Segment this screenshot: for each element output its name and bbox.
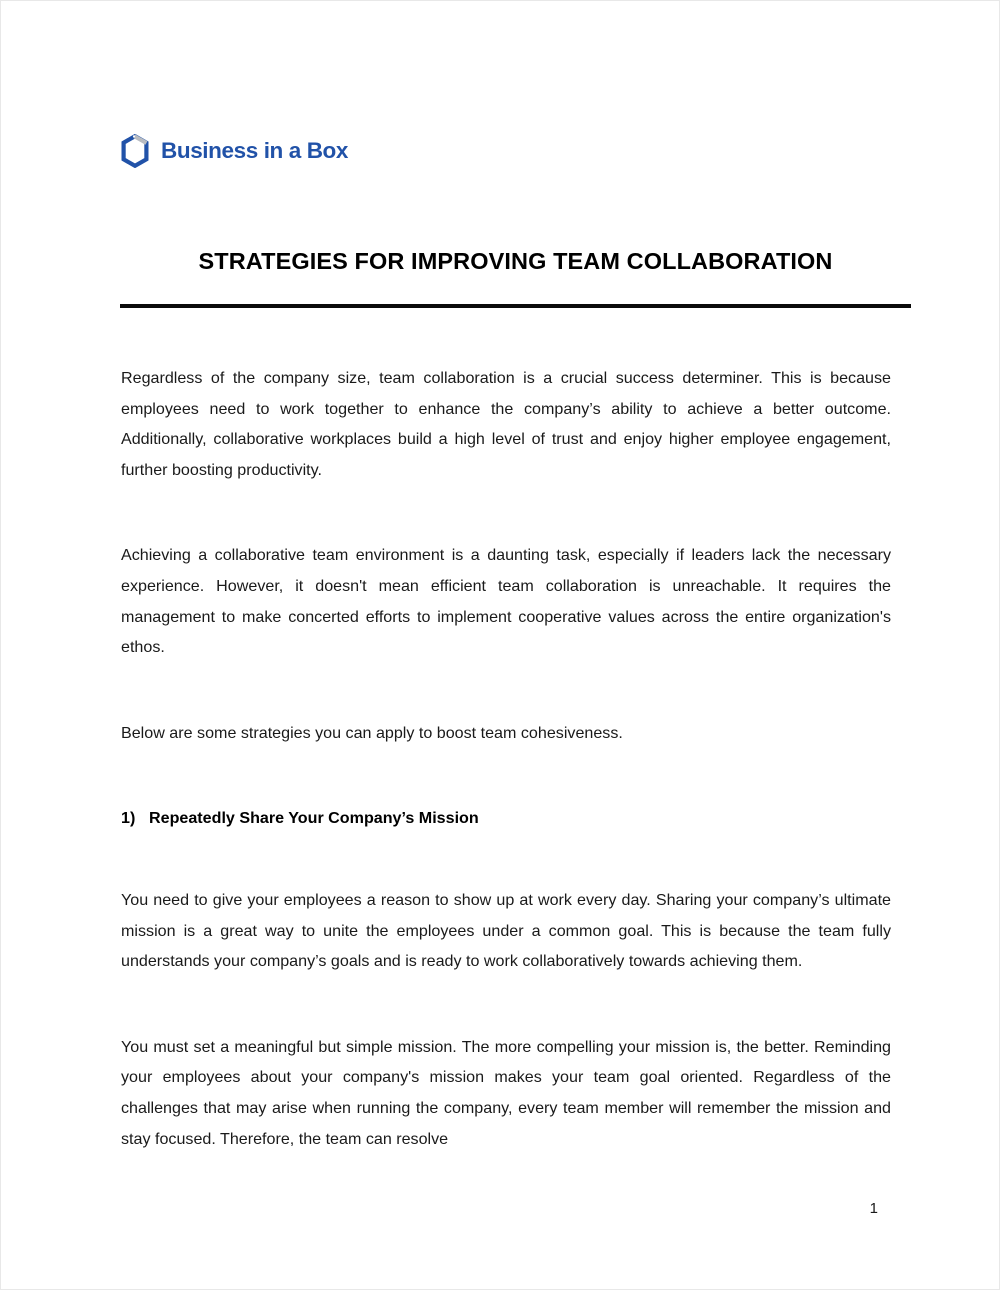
- page-title: STRATEGIES FOR IMPROVING TEAM COLLABORATION: [198, 248, 833, 274]
- document-body: [121, 363, 891, 1154]
- paragraph-mission-2: You must set a meaningful but simple mission. The more compelling your mission is, the better. Reminding your employees about your company's mission makes your team goal oriented. Regardless of the challenges that may arise when running the company, every team member will remember the mission and stay focused. Therefore, the team can resolve: [121, 1037, 891, 1148]
- paragraph-intro-3: Below are some strategies you can apply to boost team cohesiveness.: [121, 723, 623, 742]
- paragraph-intro-2: Achieving a collaborative team environment is a daunting task, especially if leaders lack the necessary experience. However, it doesn't mean efficient team collaboration is unreachable. It requires the management to make concerted efforts to implement cooperative values across the entire organization's ethos.: [121, 546, 891, 657]
- footer-page-number: 1: [869, 1200, 878, 1217]
- brand-logo: [120, 129, 348, 173]
- section-heading-1-number: 1): [121, 809, 136, 828]
- brand-name: Business in a Box: [161, 137, 349, 163]
- section-heading-1: [121, 803, 891, 834]
- title-divider: [120, 304, 911, 308]
- section-heading-1-text: Repeatedly Share Your Company’s Mission: [149, 809, 479, 828]
- paragraph-intro-1: Regardless of the company size, team collaboration is a crucial success determiner. This is because employees need to work together to enhance the company’s ability to achieve a better outcome. Additionally, collaborative workplaces build a high level of trust and enjoy higher employee engagement, further boosting productivity.: [121, 369, 891, 479]
- paragraph-mission-1: You need to give your employees a reason to show up at work every day. Sharing your company’s ultimate mission is a great way to unite the employees under a common goal. This is because the team fully understands your company’s goals and is ready to work collaboratively towards achieving them.: [121, 890, 891, 971]
- hexagon-outline-icon: [120, 134, 150, 168]
